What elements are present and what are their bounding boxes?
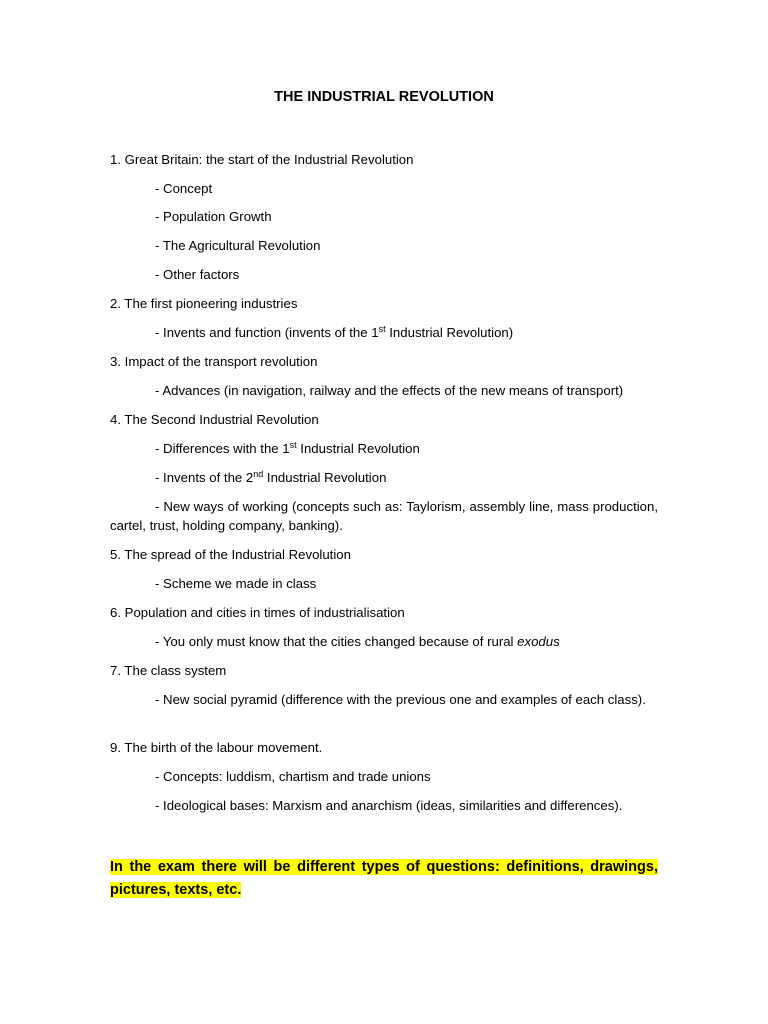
section-heading-3: 3. Impact of the transport revolution xyxy=(110,354,318,369)
ordinal-superscript: st xyxy=(378,324,386,334)
section-heading-2: 2. The first pioneering industries xyxy=(110,296,298,311)
list-item-text: - Differences with the 1 xyxy=(155,441,290,456)
list-item: - Concepts: luddism, chartism and trade unions xyxy=(155,769,431,784)
list-item: - New ways of working (concepts such as: Taylorism, assembly line, mass production, cartel, trust, holding company, banking). xyxy=(110,499,658,533)
highlighted-text: In the exam there will be different types of questions: definitions, drawings, pictures, texts, etc. xyxy=(110,859,658,898)
list-item: - Population Growth xyxy=(155,209,272,224)
section-heading-9: 9. The birth of the labour movement. xyxy=(110,740,323,755)
list-item-text: Industrial Revolution) xyxy=(385,325,514,340)
list-item-text: Industrial Revolution xyxy=(263,470,387,485)
list-item: - The Agricultural Revolution xyxy=(155,238,321,253)
document-title: THE INDUSTRIAL REVOLUTION xyxy=(274,89,494,105)
list-item-text: - Invents and function (invents of the 1 xyxy=(155,325,379,340)
exam-note xyxy=(110,856,658,902)
section-heading-1: 1. Great Britain: the start of the Industrial Revolution xyxy=(110,152,414,167)
list-item: - Ideological bases: Marxism and anarchism (ideas, similarities and differences). xyxy=(155,798,623,813)
list-item: - New social pyramid (difference with the previous one and examples of each class). xyxy=(155,692,646,707)
list-item: - Advances (in navigation, railway and the effects of the new means of transport) xyxy=(155,383,624,398)
list-item xyxy=(155,323,658,342)
list-item xyxy=(155,632,658,651)
emphasized-term: exodus xyxy=(517,634,560,649)
ordinal-superscript: st xyxy=(289,440,297,450)
list-item-text: - Invents of the 2 xyxy=(155,470,254,485)
section-heading-7: 7. The class system xyxy=(110,663,227,678)
list-item-text: - You only must know that the cities changed because of rural xyxy=(155,634,518,649)
section-heading-5: 5. The spread of the Industrial Revolution xyxy=(110,547,351,562)
list-item xyxy=(155,468,658,487)
list-item: - Concept xyxy=(155,181,213,196)
ordinal-superscript: nd xyxy=(253,469,264,479)
list-item: - Scheme we made in class xyxy=(155,576,317,591)
list-item: - Other factors xyxy=(155,267,240,282)
list-item-text: Industrial Revolution xyxy=(296,441,420,456)
section-heading-6: 6. Population and cities in times of industrialisation xyxy=(110,605,405,620)
list-item xyxy=(155,439,658,458)
section-heading-4: 4. The Second Industrial Revolution xyxy=(110,412,319,427)
